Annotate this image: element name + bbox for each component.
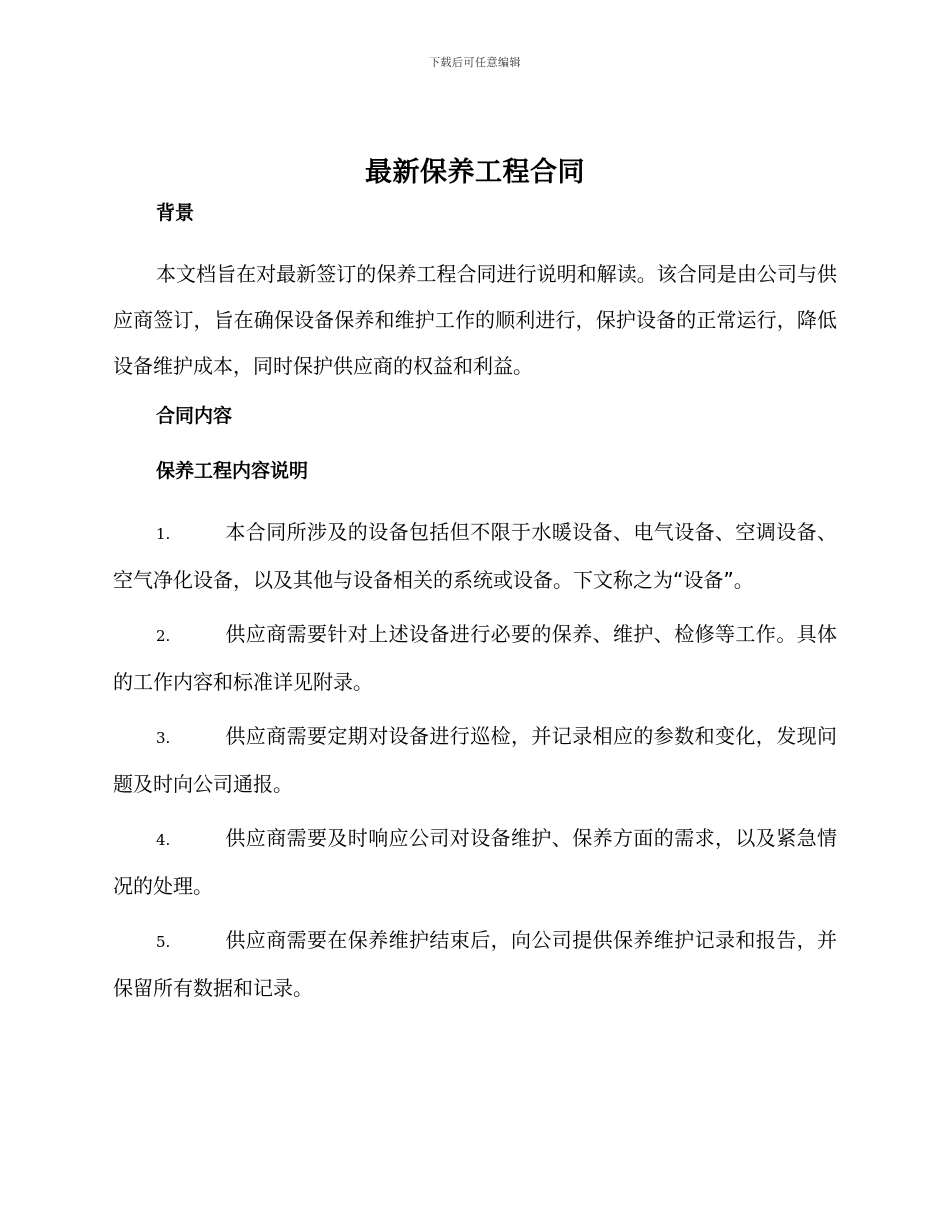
list-item-number: 4. — [156, 831, 171, 849]
header-note: 下载后可任意编辑 — [429, 56, 521, 69]
section-heading-background: 背景 — [156, 202, 195, 224]
list-item — [113, 713, 837, 807]
list-item-text: 本合同所涉及的设备包括但不限于水暖设备、电气设备、空调设备、空气净化设备，以及其他与设备相关的系统或设备。下文称之为“设备”。 — [113, 520, 837, 592]
list-item-number: 3. — [156, 729, 171, 747]
list-item — [113, 611, 837, 705]
list-item-text: 供应商需要在保养维护结束后，向公司提供保养维护记录和报告，并保留所有数据和记录。 — [113, 928, 837, 1000]
document-body — [113, 196, 837, 1019]
background-paragraph: 本文档旨在对最新签订的保养工程合同进行说明和解读。该合同是由公司与供应商签订，旨在确保设备保养和维护工作的顺利进行，保护设备的正常运行，降低设备维护成本，同时保护供应商的权益和利益。 — [113, 262, 837, 378]
list-item — [113, 509, 837, 603]
list-item — [113, 815, 837, 909]
section-heading-contract-content: 合同内容 — [156, 405, 233, 427]
document-title: 最新保养工程合同 — [365, 157, 585, 188]
list-item-text: 供应商需要针对上述设备进行必要的保养、维护、检修等工作。具体的工作内容和标准详见附录。 — [113, 622, 837, 694]
list-item — [113, 917, 837, 1011]
list-item-number: 2. — [156, 627, 171, 645]
list-item-text: 供应商需要定期对设备进行巡检，并记录相应的参数和变化，发现问题及时向公司通报。 — [113, 724, 837, 796]
list-item-number: 5. — [156, 933, 171, 951]
section-heading-maintenance: 保养工程内容说明 — [156, 460, 309, 482]
list-item-number: 1. — [156, 525, 171, 543]
list-item-text: 供应商需要及时响应公司对设备维护、保养方面的需求，以及紧急情况的处理。 — [113, 826, 837, 898]
